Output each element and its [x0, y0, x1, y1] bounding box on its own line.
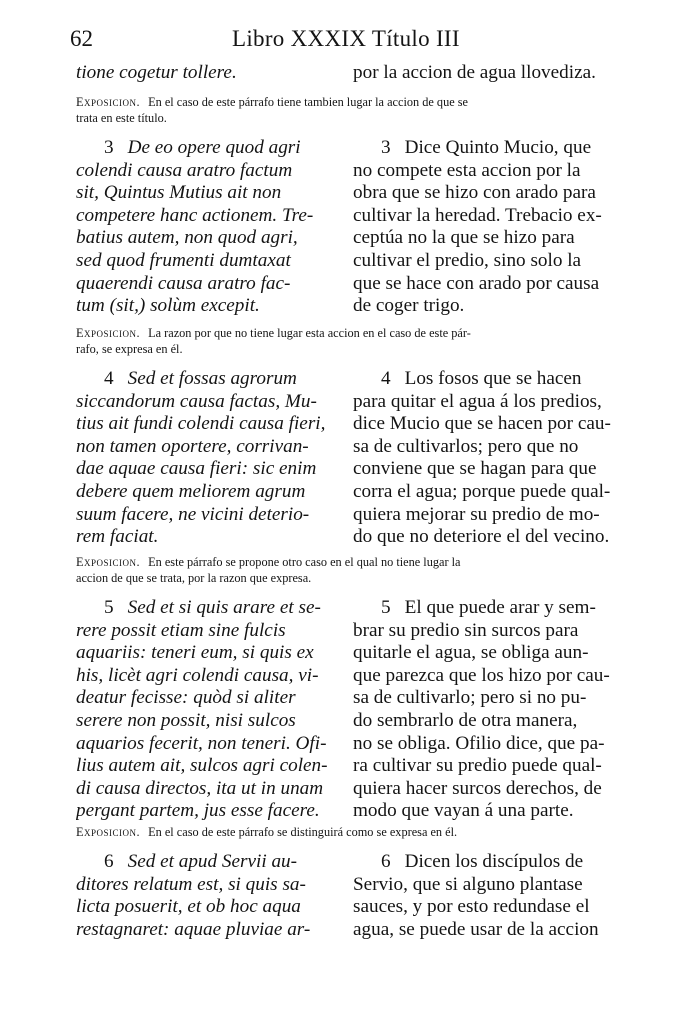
exposition-label: Exposicion.	[76, 95, 141, 109]
paragraph-number: 4	[381, 368, 391, 389]
latin-line: licta posuerit, et ob hoc aqua	[76, 896, 301, 918]
latin-line: De eo opere quod agri	[127, 137, 301, 158]
spanish-line: ra cultivar su predio puede qual-	[353, 755, 602, 777]
spanish-column	[353, 137, 615, 318]
page-number: 62	[70, 26, 93, 51]
paragraph-number: 3	[104, 137, 114, 158]
spanish-line: brar su predio sin surcos para	[353, 619, 579, 641]
spanish-line: ceptúa no la que se hizo para	[353, 227, 575, 249]
paragraph-number: 4	[104, 368, 114, 389]
exposition-text: rafo, se expresa en él.	[76, 341, 183, 356]
paragraph-number: 3	[381, 137, 391, 158]
latin-line: debere quem meliorem agrum	[76, 480, 306, 502]
paragraph-number: 6	[381, 851, 391, 872]
spanish-line: El que puede arar y sem-	[404, 597, 596, 618]
spanish-line: modo que vayan á una parte.	[353, 800, 574, 822]
latin-line: quaerendi causa aratro fac-	[76, 272, 291, 294]
latin-continuation	[76, 62, 344, 85]
spanish-line: agua, se puede usar de la accion	[353, 918, 599, 940]
latin-line: sit, Quintus Mutius ait non	[76, 182, 282, 204]
spanish-line: no compete esta accion por la	[353, 159, 581, 181]
spanish-line: Los fosos que se hacen	[404, 368, 582, 389]
exposition-note	[76, 825, 616, 841]
latin-line: dae aquae causa fieri: sic enim	[76, 458, 317, 480]
spanish-line: para quitar el agua á los predios,	[353, 390, 602, 412]
spanish-continuation	[353, 62, 615, 85]
latin-column	[76, 851, 344, 941]
exposition-text: trata en este título.	[76, 110, 167, 125]
latin-line: ditores relatum est, si quis sa-	[76, 873, 306, 895]
spanish-column	[353, 368, 615, 549]
spanish-line: por la accion de agua llovediza.	[353, 62, 596, 83]
exposition-note	[76, 555, 616, 586]
exposition-label: Exposicion.	[76, 555, 141, 569]
spanish-line: de coger trigo.	[353, 295, 465, 317]
latin-line: pergant partem, jus esse facere.	[76, 800, 320, 822]
spanish-line: Dice Quinto Mucio, que	[404, 137, 592, 158]
spanish-line: que parezca que los hizo por cau-	[353, 664, 610, 686]
spanish-line: dice Mucio que se hacen por cau-	[353, 413, 611, 435]
latin-line: Sed et si quis arare et se-	[127, 597, 321, 618]
latin-line: tius ait fundi colendi causa fieri,	[76, 413, 326, 435]
latin-column	[76, 368, 344, 549]
exposition-text: accion de que se trata, por la razon que expresa.	[76, 570, 312, 585]
spanish-column	[353, 597, 615, 823]
latin-line: deatur fecisse: quòd si aliter	[76, 687, 296, 709]
exposition-note	[76, 326, 616, 357]
latin-line: tum (sit,) solùm excepit.	[76, 295, 260, 317]
exposition-note	[76, 95, 616, 126]
spanish-line: sa de cultivarlos; pero que no	[353, 435, 579, 457]
spanish-line: cultivar el predio, sino solo la	[353, 249, 582, 271]
latin-line: colendi causa aratro factum	[76, 159, 293, 181]
latin-column	[76, 137, 344, 318]
running-header	[0, 26, 682, 56]
spanish-line: sa de cultivarlo; pero si no pu-	[353, 687, 587, 709]
spanish-line: conviene que se hagan para que	[353, 458, 597, 480]
spanish-line: quiera mejorar su predio de mo-	[353, 503, 600, 525]
spanish-line: sauces, y por esto redundase el	[353, 896, 590, 918]
exposition-text: En el caso de este párrafo tiene tambien lugar la accion de que se	[148, 95, 469, 109]
latin-line: lius autem ait, sulcos agri colen-	[76, 755, 328, 777]
spanish-line: quitarle el agua, se obliga aun-	[353, 642, 589, 664]
latin-line: Sed et apud Servii au-	[127, 851, 298, 872]
exposition-label: Exposicion.	[76, 326, 141, 340]
latin-line: Sed et fossas agrorum	[127, 368, 297, 389]
spanish-line: no se obliga. Ofilio dice, que pa-	[353, 732, 605, 754]
latin-line: his, licèt agri colendi causa, vi-	[76, 664, 319, 686]
spanish-line: obra que se hizo con arado para	[353, 182, 596, 204]
latin-line: serere non possit, nisi sulcos	[76, 709, 296, 731]
paragraph-number: 5	[381, 597, 391, 618]
exposition-text: La razon por que no tiene lugar esta accion en el caso de este pár-	[148, 326, 471, 340]
latin-line: rere possit etiam sine fulcis	[76, 619, 286, 641]
spanish-line: Dicen los discípulos de	[404, 851, 584, 872]
latin-line: non tamen oportere, corrivan-	[76, 435, 309, 457]
paragraph-number: 5	[104, 597, 114, 618]
latin-line: batius autem, non quod agri,	[76, 227, 298, 249]
exposition-text: En el caso de este párrafo se distinguirá como se expresa en él.	[148, 825, 458, 839]
spanish-line: Servio, que si alguno plantase	[353, 873, 583, 895]
running-title: Libro XXXIX Título III	[232, 26, 460, 51]
latin-line: suum facere, ne vicini deterio-	[76, 503, 310, 525]
latin-line: aquarios fecerit, non teneri. Ofi-	[76, 732, 327, 754]
spanish-line: cultivar la heredad. Trebacio ex-	[353, 204, 602, 226]
exposition-text: En este párrafo se propone otro caso en el qual no tiene lugar la	[148, 555, 461, 569]
spanish-line: corra el agua; porque puede qual-	[353, 480, 611, 502]
paragraph-number: 6	[104, 851, 114, 872]
spanish-column	[353, 851, 615, 941]
latin-line: siccandorum causa factas, Mu-	[76, 390, 317, 412]
spanish-line: do sembrarlo de otra manera,	[353, 709, 578, 731]
spanish-line: quiera hacer surcos derechos, de	[353, 777, 602, 799]
spanish-line: do que no deteriore el del vecino.	[353, 526, 610, 548]
latin-line: rem faciat.	[76, 526, 159, 548]
latin-line: tione cogetur tollere.	[76, 62, 237, 83]
latin-line: restagnaret: aquae pluviae ar-	[76, 918, 311, 940]
latin-line: di causa directos, ita ut in unam	[76, 777, 324, 799]
exposition-label: Exposicion.	[76, 825, 141, 839]
latin-line: competere hanc actionem. Tre-	[76, 204, 314, 226]
latin-column	[76, 597, 344, 823]
latin-line: aquariis: teneri eum, si quis ex	[76, 642, 314, 664]
latin-line: sed quod frumenti dumtaxat	[76, 249, 291, 271]
spanish-line: que se hace con arado por causa	[353, 272, 600, 294]
